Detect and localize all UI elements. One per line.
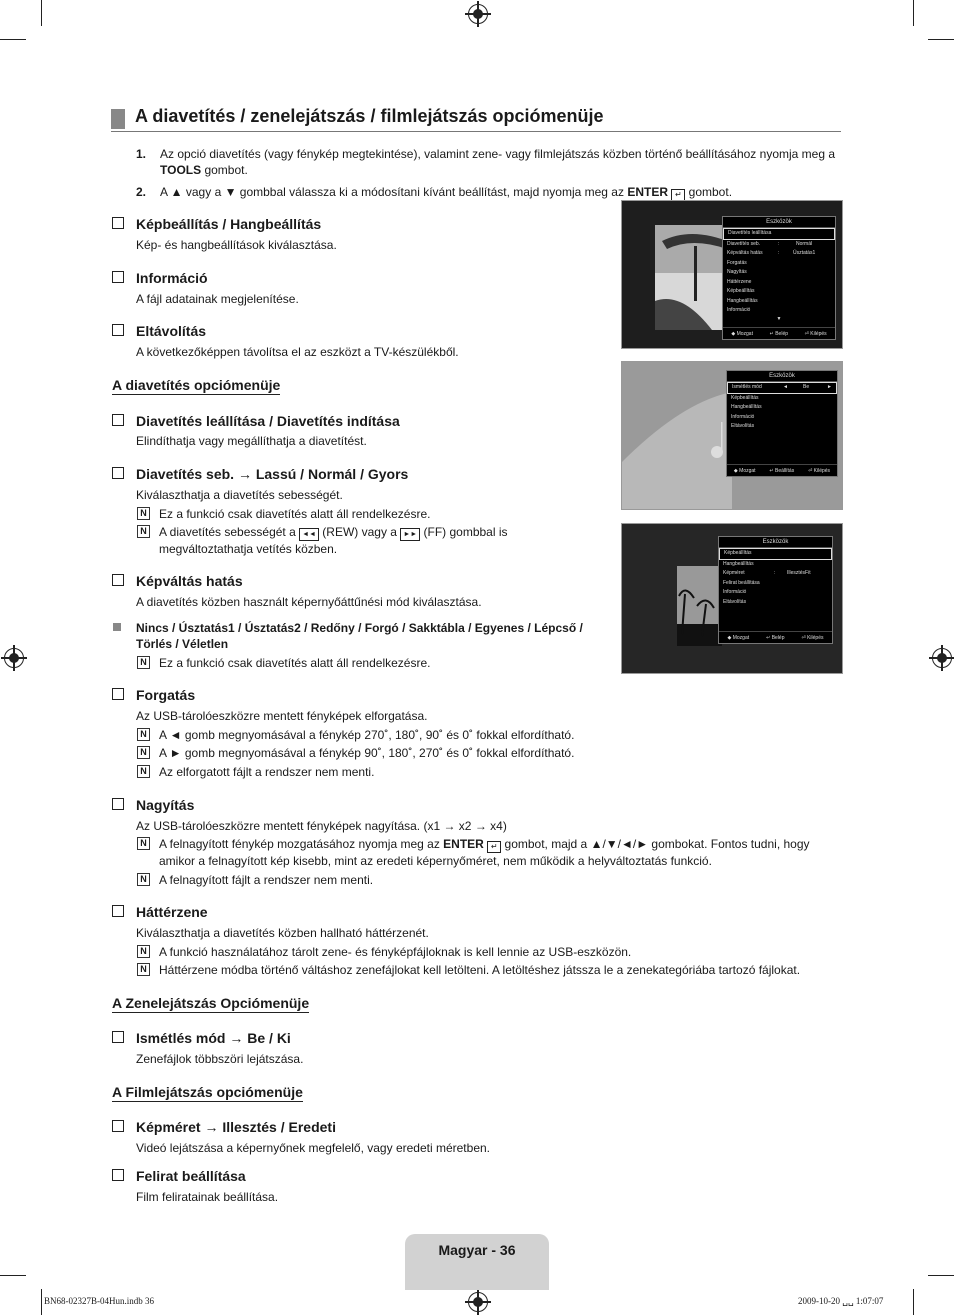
menu-item-label: Képváltás hatás: [727, 250, 763, 256]
section-title: Forgatás: [136, 687, 196, 703]
section-heading: [112, 573, 243, 589]
note-icon: N: [137, 525, 150, 538]
step-text: A ▲ vagy a ▼ gombbal válassza ki a módosítani kívánt beállítást, majd nyomja meg az: [160, 185, 628, 199]
ff-icon: ►►: [400, 528, 420, 541]
menu-item-label: Képméret: [723, 570, 745, 576]
crop-mark: [928, 1275, 954, 1276]
menu-item-label: Nagyítás: [727, 269, 747, 275]
registration-mark-icon: [4, 648, 24, 668]
note-text: gombot, majd a ▲/▼/◄/► gombokat. Fontos tudni, hogy: [501, 837, 810, 851]
menu-item-label: Felirat beállítása: [723, 579, 760, 586]
section-title: Nagyítás: [136, 797, 195, 813]
screenshot-movie: [621, 523, 843, 674]
menu-item-label: Információ: [723, 589, 747, 595]
section-heading: [112, 216, 321, 232]
note-icon: N: [137, 873, 150, 886]
section-title: Diavetítés leállítása / Diavetítés indítása: [136, 413, 400, 429]
section-desc: Elindíthatja vagy megállíthatja a diavetítést.: [136, 434, 367, 448]
menu-item-label: Képbeállítás: [731, 394, 759, 401]
checkbox-icon: [112, 905, 124, 917]
checkbox-icon: [112, 798, 124, 810]
section-heading: [112, 687, 195, 703]
tools-menu: [722, 216, 836, 340]
menu-item-label: Forgatás: [727, 259, 747, 266]
scroll-down-icon[interactable]: ▼: [776, 315, 782, 322]
arrow-left-icon[interactable]: ◄: [783, 384, 788, 390]
checkbox-icon: [112, 271, 124, 283]
menu-item-sep: :: [778, 250, 780, 256]
footer-enter: ↵ Belép: [769, 331, 789, 337]
menu-item[interactable]: [719, 548, 832, 560]
menu-item-value: Úsztatás1: [793, 250, 816, 256]
menu-title: Eszközök: [719, 537, 832, 548]
section-desc: A fájl adatainak megjelenítése.: [136, 292, 299, 306]
menu-item[interactable]: [719, 569, 832, 579]
footer-enter: ↵ Belép: [766, 635, 785, 641]
menu-item[interactable]: [727, 382, 837, 394]
footer-label: Kilépés: [810, 331, 827, 337]
menu-footer: [727, 464, 837, 474]
note-icon: N: [137, 728, 150, 741]
note-text: A felnagyított fénykép mozgatásához nyomja meg az: [159, 837, 444, 851]
note-text: Ez a funkció csak diavetítés alatt áll rendelkezésre.: [159, 656, 431, 670]
note-icon: N: [137, 656, 150, 669]
menu-item[interactable]: [727, 403, 837, 413]
crop-mark: [41, 1289, 42, 1315]
section-desc: Kiválaszthatja a diavetítés közben hallható háttérzenét.: [136, 926, 429, 940]
menu-footer: [723, 327, 835, 337]
note: [136, 944, 631, 960]
section-title: Diavetítés seb. → Lassú / Normál / Gyors: [136, 466, 409, 482]
enter-icon: ↵: [671, 189, 685, 201]
footer-label: Kilépés: [807, 635, 824, 641]
menu-item-label: Képbeállítás: [727, 288, 755, 294]
note-text: Ez a funkció csak diavetítés alatt áll rendelkezésre.: [159, 507, 431, 521]
note-icon: N: [137, 765, 150, 778]
crop-mark: [0, 39, 26, 40]
section-heading: [112, 413, 400, 429]
steps-list: [136, 146, 841, 207]
page-number-tab: [405, 1234, 549, 1290]
registration-mark-icon: [468, 1292, 488, 1312]
section-title: Felirat beállítása: [136, 1168, 246, 1184]
note-icon: N: [137, 746, 150, 759]
menu-item-value: IllesztésFit: [787, 570, 811, 576]
menu-item[interactable]: [727, 422, 837, 432]
note: [136, 524, 599, 557]
section-desc: A diavetítés közben használt képernyőáttűnési mód kiválasztása.: [136, 595, 482, 609]
menu-item[interactable]: [723, 287, 835, 297]
section-heading: [112, 797, 194, 813]
note: [136, 727, 574, 743]
crop-mark: [0, 1275, 26, 1276]
menu-item[interactable]: [723, 306, 835, 316]
step: [136, 184, 841, 201]
note-text: megváltoztathatja vetítés közben.: [159, 542, 338, 556]
menu-item[interactable]: [723, 228, 835, 240]
section-heading: [112, 1119, 336, 1135]
note-text: (REW) vagy a: [318, 525, 401, 539]
screenshot-music: [621, 361, 843, 510]
checkbox-icon: [112, 467, 124, 479]
note-icon: N: [137, 945, 150, 958]
section-desc: Kiválaszthatja a diavetítés sebességét.: [136, 488, 343, 502]
menu-item[interactable]: [723, 240, 835, 250]
enter-icon: ↵: [487, 841, 501, 853]
section-desc: Film feliratainak beállítása.: [136, 1190, 279, 1204]
note-icon: N: [137, 963, 150, 976]
footer-label: Belép: [775, 331, 789, 337]
registration-mark-icon: [468, 4, 488, 24]
option-list: [136, 620, 606, 652]
subsection-title: A Filmlejátszás opciómenüje: [112, 1084, 303, 1100]
section-desc: Videó lejátszása a képernyőnek megfelelő, vagy eredeti méretben.: [136, 1141, 490, 1155]
section-title: Ismétlés mód → Be / Ki: [136, 1030, 291, 1046]
menu-item[interactable]: [723, 297, 835, 307]
menu-item-label: Információ: [731, 413, 755, 420]
footer-exit: ⏎ Kilépés: [801, 635, 824, 641]
checkbox-icon: [112, 1169, 124, 1181]
section-title: Képméret → Illesztés / Eredeti: [136, 1119, 336, 1135]
screenshot-slideshow: [621, 200, 843, 349]
footer-label: Belép: [771, 635, 785, 641]
menu-item[interactable]: [727, 413, 837, 423]
footer-label: Kilépés: [813, 468, 831, 474]
note: [136, 745, 574, 761]
menu-item-label: Eltávolítás: [723, 598, 747, 605]
step-key: TOOLS: [160, 163, 202, 177]
note-icon: N: [137, 837, 150, 850]
menu-item[interactable]: [727, 394, 837, 404]
option-text: Nincs / Úsztatás1 / Úsztatás2 / Redőny / Forgó / Sakktábla / Egyenes / Lépcső /: [136, 621, 583, 635]
section-desc: Az USB-tárolóeszközre mentett fényképek elforgatása.: [136, 709, 428, 723]
step-text: gombot.: [685, 185, 733, 199]
checkbox-icon: [112, 1031, 124, 1043]
crop-mark: [913, 0, 914, 26]
footer-date: 2009-10-20 ␣␣ 1:07:07: [798, 1296, 884, 1306]
note-text: Az elforgatott fájlt a rendszer nem menti.: [159, 765, 375, 779]
section-title: Képváltás hatás: [136, 573, 243, 589]
subsection-title: A diavetítés opciómenüje: [112, 377, 281, 393]
note: [136, 506, 430, 522]
tools-menu: [718, 536, 833, 644]
checkbox-icon: [112, 414, 124, 426]
section-desc: A következőképpen távolítsa el az eszközt a TV-készülékből.: [136, 345, 459, 359]
menu-item[interactable]: [719, 588, 832, 598]
note: [136, 962, 849, 978]
section-desc: Zenefájlok többszöri lejátszása.: [136, 1052, 304, 1066]
menu-item[interactable]: [719, 560, 832, 570]
note-text: A felnagyított fájlt a rendszer nem menti.: [159, 873, 374, 887]
note-key: ENTER: [443, 837, 484, 851]
rew-icon: ◄◄: [299, 528, 319, 541]
crop-mark: [41, 0, 42, 26]
footer-label: Mozgat: [732, 635, 750, 641]
menu-item-label: Diavetítés seb.: [727, 240, 761, 247]
menu-item[interactable]: [723, 259, 835, 269]
section-heading: [112, 270, 208, 286]
crop-mark: [928, 39, 954, 40]
menu-item[interactable]: [719, 598, 832, 608]
section-heading: [112, 1168, 246, 1184]
menu-title: Eszközök: [723, 217, 835, 228]
step-number: 2.: [136, 185, 147, 199]
checkbox-icon: [112, 574, 124, 586]
arrow-right-icon[interactable]: ►: [827, 384, 832, 390]
menu-item-label: Diavetítés leállítása: [728, 230, 772, 236]
subsection-title: A Zenelejátszás Opciómenüje: [112, 995, 310, 1011]
section-heading: [112, 1030, 291, 1046]
footer-file: BN68-02327B-04Hun.indb 36: [44, 1296, 154, 1306]
section-title: Képbeállítás / Hangbeállítás: [136, 216, 322, 232]
step: [136, 146, 841, 178]
section-desc: Az USB-tárolóeszközre mentett fényképek nagyítása. (x1 → x2 → x4): [136, 819, 507, 833]
note: [136, 872, 373, 888]
note-text: (FF) gombbal is: [420, 525, 508, 539]
section-heading: [112, 466, 408, 482]
tools-menu: [726, 370, 838, 477]
checkbox-icon: [112, 688, 124, 700]
registration-mark-icon: [932, 648, 952, 668]
footer-label: Mozgat: [736, 331, 753, 337]
section-heading: [112, 904, 208, 920]
step-text: Az opció diavetítés (vagy fénykép megtekintése), valamint zene- vagy filmlejátszás közben történő beállításához nyomja meg a: [160, 147, 836, 161]
step-key: ENTER: [627, 185, 668, 199]
menu-title: Eszközök: [727, 371, 837, 382]
footer-exit: ⏎ Kilépés: [808, 468, 831, 474]
section-heading: [112, 323, 206, 339]
page-title: A diavetítés / zenelejátszás / filmlejátszás opciómenüje: [111, 106, 841, 132]
menu-item-label: Ismétlés mód: [732, 384, 762, 390]
section-title: Információ: [136, 270, 208, 286]
menu-item[interactable]: [723, 268, 835, 278]
menu-item-label: Hangbeállítás: [731, 404, 762, 410]
menu-item[interactable]: [719, 579, 832, 589]
checkbox-icon: [112, 217, 124, 229]
menu-item[interactable]: [723, 278, 835, 288]
note-text: A ◄ gomb megnyomásával a fénykép 270˚, 180˚, 90˚ és 0˚ fokkal elfordítható.: [159, 728, 575, 742]
section-title: Eltávolítás: [136, 323, 207, 339]
note: [136, 764, 374, 780]
checkbox-icon: [112, 324, 124, 336]
menu-item-value: Normál: [796, 240, 813, 247]
menu-item-sep: :: [778, 240, 780, 247]
footer-move: ◆ Mozgat: [731, 331, 753, 337]
note-text: A ► gomb megnyomásával a fénykép 90˚, 180˚, 270˚ és 0˚ fokkal elfordítható.: [159, 746, 575, 760]
menu-item-label: Eltávolítás: [731, 423, 755, 429]
menu-item-label: Hangbeállítás: [723, 560, 754, 567]
crop-mark: [913, 1289, 914, 1315]
menu-footer: [719, 631, 832, 641]
option-text: Törlés / Véletlen: [136, 637, 229, 651]
menu-item-label: Információ: [727, 307, 751, 313]
note-text: A diavetítés sebességét a: [159, 525, 300, 539]
note-icon: N: [137, 507, 150, 520]
note-text: A funkció használatához tárolt zene- és fényképfájloknak is kell lennie az USB-eszközön.: [159, 945, 632, 959]
note-text: Háttérzene módba történő váltáshoz zenefájlokat kell letölteni. A letöltéshez játssza le a zenekategóriába tartozó fájlokat.: [159, 963, 801, 977]
footer-set: ↵ Beállítás: [769, 468, 795, 474]
menu-item-sep: :: [774, 570, 776, 576]
section-desc: Kép- és hangbeállítások kiválasztása.: [136, 238, 337, 252]
footer-label: Mozgat: [739, 468, 756, 474]
menu-item-label: Képbeállítás: [724, 550, 752, 556]
step-number: 1.: [136, 147, 147, 161]
menu-item-label: Háttérzene: [727, 278, 752, 285]
footer-exit: ⏎ Kilépés: [804, 331, 827, 337]
page-label: Magyar - 36: [438, 1242, 516, 1258]
note-text: amikor a felnagyított kép kisebb, mint az eredeti képernyőméret, nem működik a helyváltoztatás funkció.: [159, 854, 712, 868]
menu-item[interactable]: [723, 249, 835, 259]
note: [136, 836, 839, 869]
checkbox-icon: [112, 1120, 124, 1132]
menu-item-label: Hangbeállítás: [727, 297, 758, 304]
note: [136, 655, 430, 671]
bullet-square-icon: [113, 623, 121, 631]
footer-move: ◆ Mozgat: [733, 468, 756, 474]
footer-label: Beállítás: [775, 468, 795, 474]
footer-move: ◆ Mozgat: [727, 635, 750, 641]
menu-item-value: Be: [803, 384, 810, 390]
step-text: gombot.: [201, 163, 248, 177]
section-title: Háttérzene: [136, 904, 208, 920]
